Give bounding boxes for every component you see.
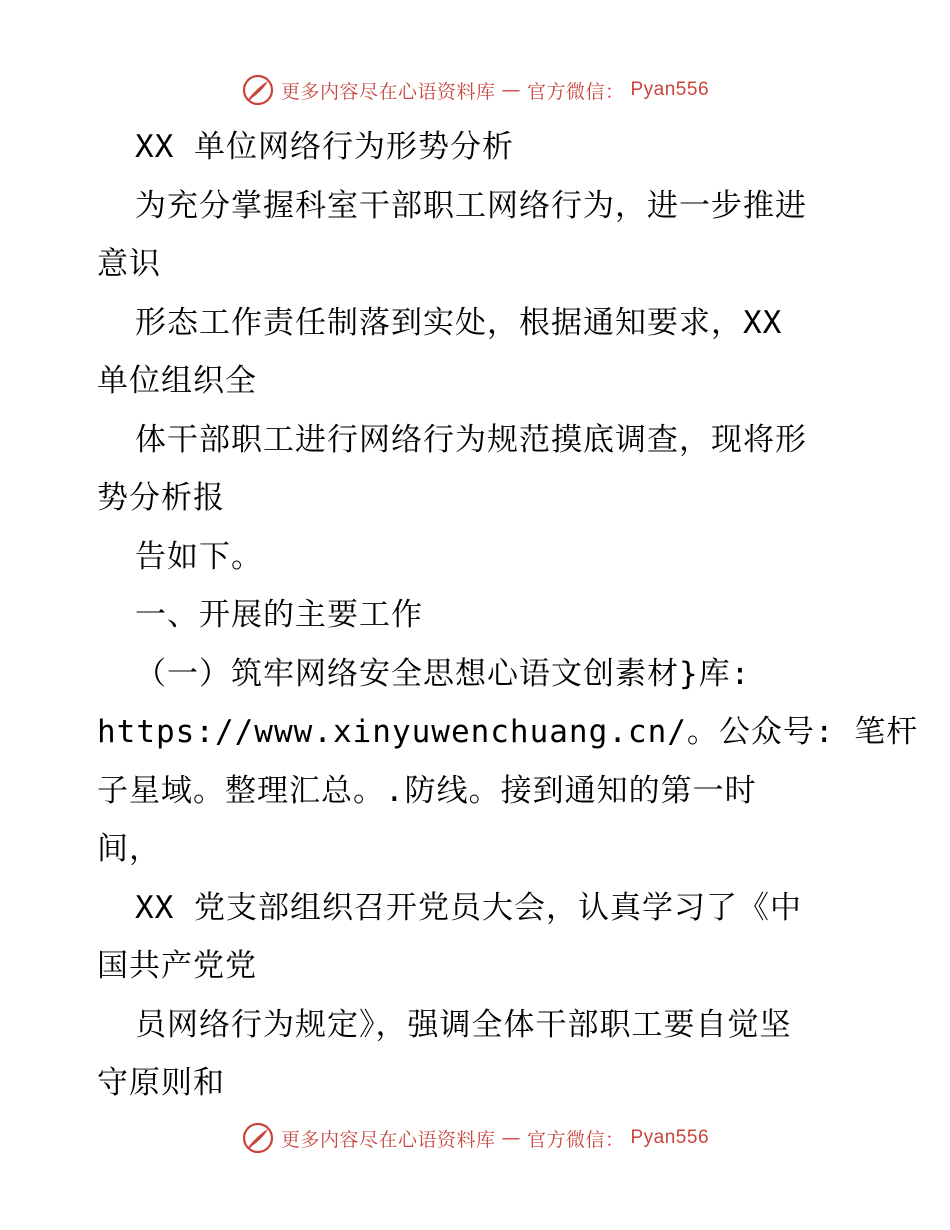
subsection-heading: （一）筑牢网络安全思想心语文创素材}库: bbox=[135, 655, 751, 692]
quill-logo-icon bbox=[241, 1121, 275, 1155]
document-line: 告如下。 bbox=[135, 538, 263, 575]
banner-label: 官方微信： bbox=[526, 80, 625, 103]
quill-logo-icon bbox=[241, 73, 275, 107]
banner-wechat-id: Pyan556 bbox=[630, 1127, 710, 1148]
document-line: 国共产党党 bbox=[97, 948, 257, 984]
banner-wechat-id: Pyan556 bbox=[630, 79, 710, 100]
document-line: 单位组织全 bbox=[97, 363, 257, 399]
banner-label: 官方微信： bbox=[526, 1128, 625, 1151]
banner-text: 更多内容尽在心语资料库 bbox=[280, 80, 496, 103]
document-title: XX 单位网络行为形势分析 bbox=[135, 129, 514, 165]
document-line-url: https://www.xinyuwenchuang.cn/。公众号: 笔杆 bbox=[97, 714, 919, 750]
document-line: XX 党支部组织召开党员大会，认真学习了《中 bbox=[135, 889, 802, 926]
document-line: 体干部职工进行网络行为规范摸底调查，现将形 bbox=[135, 421, 807, 458]
banner-text: 更多内容尽在心语资料库 bbox=[280, 1128, 496, 1151]
document-line: 意识 bbox=[97, 246, 161, 282]
footer-watermark-banner bbox=[0, 1118, 950, 1158]
document-line: 势分析报 bbox=[97, 480, 225, 516]
document-line: 守原则和 bbox=[97, 1065, 225, 1101]
document-line: 子星域。整理汇总。.防线。接到通知的第一时 bbox=[97, 772, 757, 809]
document-line: 间， bbox=[97, 831, 161, 867]
header-watermark-banner bbox=[0, 70, 950, 110]
document-line: 形态工作责任制落到实处，根据通知要求，XX bbox=[135, 304, 783, 341]
document-line: 员网络行为规定》，强调全体干部职工要自觉坚 bbox=[135, 1006, 792, 1043]
document-body bbox=[97, 118, 919, 1113]
banner-separator: — bbox=[501, 79, 521, 101]
section-heading: 一、开展的主要工作 bbox=[135, 597, 423, 633]
banner-separator: — bbox=[501, 1127, 521, 1149]
document-line: 为充分掌握科室干部职工网络行为，进一步推进 bbox=[135, 187, 807, 224]
